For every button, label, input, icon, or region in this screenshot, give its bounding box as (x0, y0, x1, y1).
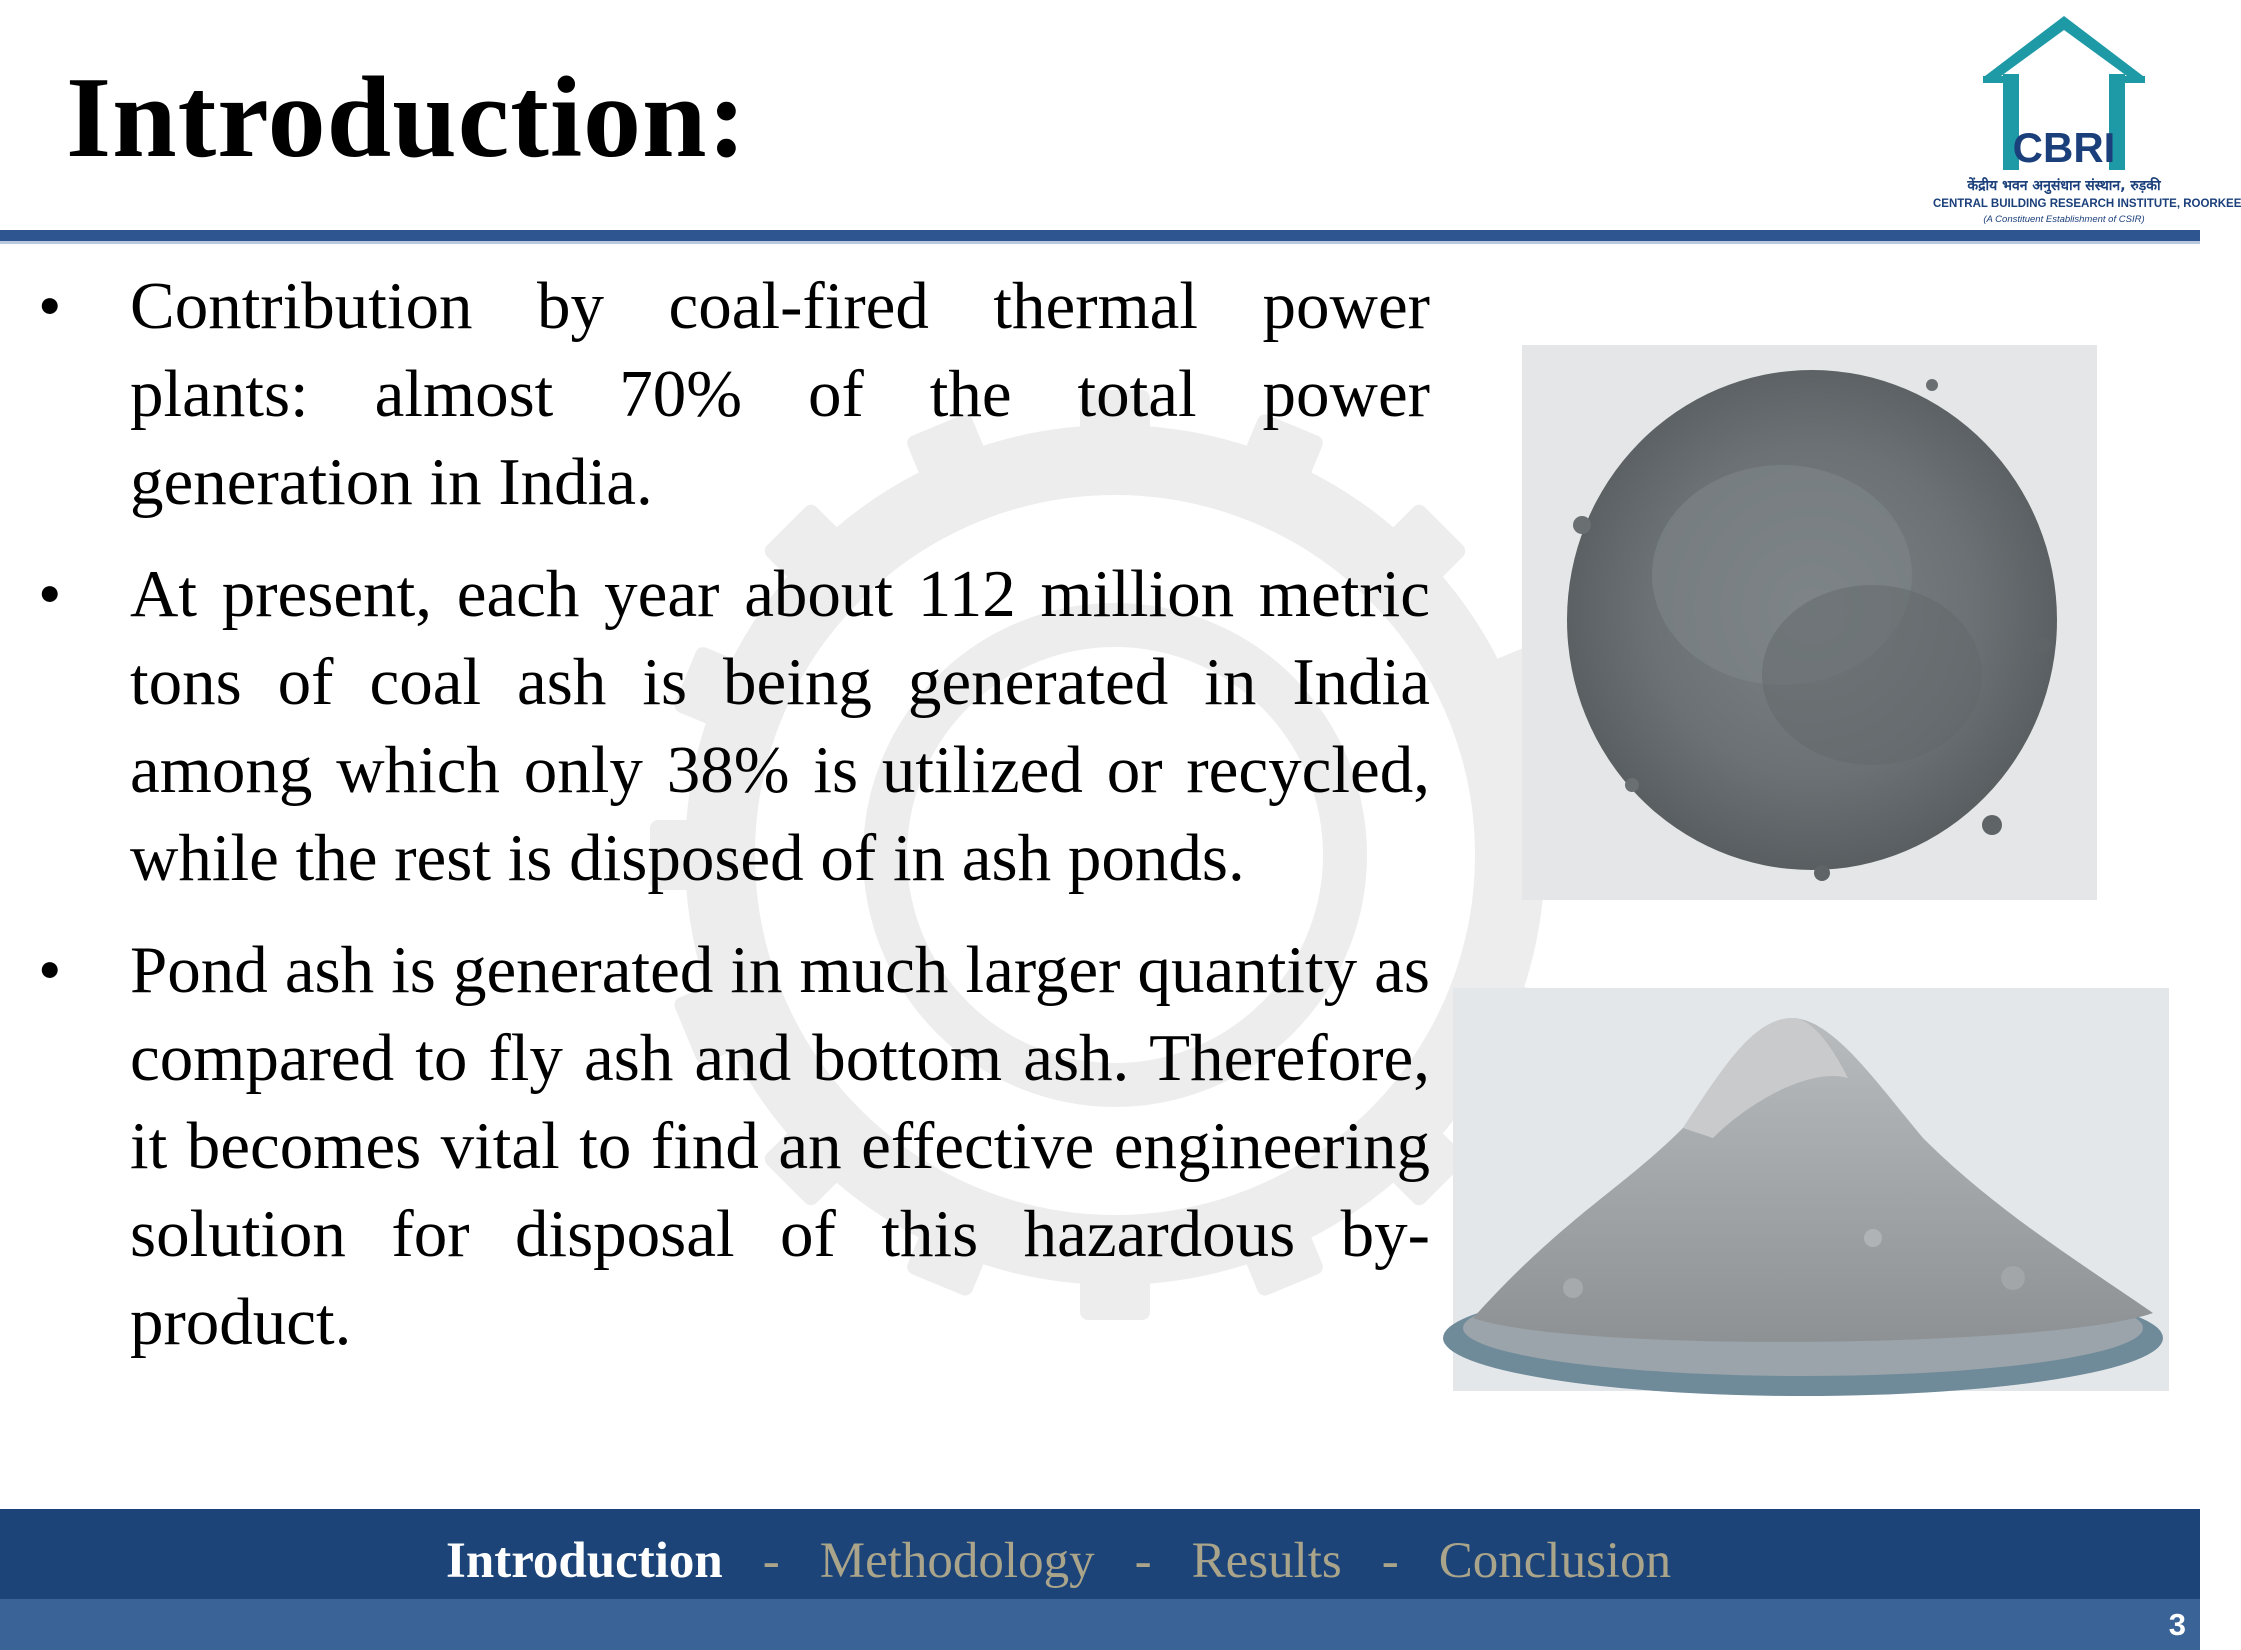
bullet-text: At present, each year about 112 million metric tons of coal ash is being generated in India among which only 38% is utilized or recycled, while the rest is disposed of in ash ponds. (130, 557, 1430, 895)
page-title: Introduction: (66, 54, 748, 182)
bullet-item (38, 262, 1430, 526)
bullet-marker: • (38, 557, 62, 631)
nav-separator: - (762, 1533, 780, 1589)
logo-subtitle: (A Constituent Establishment of CSIR) (1983, 214, 2145, 225)
section-nav (446, 1531, 1671, 1591)
footer-bar (0, 1599, 2200, 1650)
bullet-item (38, 926, 1430, 1366)
nav-separator: - (1381, 1533, 1399, 1589)
ash-pile-photo (1453, 988, 2169, 1391)
cbri-house-icon (1983, 14, 2145, 174)
ash-heap-photo (1522, 345, 2097, 900)
cbri-logo (1933, 10, 2241, 225)
nav-separator: - (1134, 1533, 1152, 1589)
nav-conclusion[interactable]: Conclusion (1438, 1533, 1672, 1589)
footer-nav-bar (0, 1509, 2200, 1599)
logo-english-name: CENTRAL BUILDING RESEARCH INSTITUTE, ROORKEE (1933, 198, 2241, 210)
bullet-item (38, 550, 1430, 902)
page-number: 3 (2168, 1607, 2186, 1642)
header-divider (0, 230, 2200, 241)
nav-introduction[interactable]: Introduction (446, 1533, 723, 1589)
bullet-marker: • (38, 269, 62, 343)
bullet-marker: • (38, 933, 62, 1007)
bullet-list (38, 262, 1430, 1390)
bullet-text: Pond ash is generated in much larger quantity as compared to fly ash and bottom ash. Therefore, it becomes vital to find an effective engineering solution for disposal of this hazardous by-product. (130, 933, 1430, 1359)
nav-methodology[interactable]: Methodology (819, 1533, 1095, 1589)
logo-hindi-name: केंद्रीय भवन अनुसंधान संस्थान, रुड़की (1967, 178, 2161, 194)
logo-acronym: CBRI (2012, 124, 2116, 171)
nav-results[interactable]: Results (1191, 1533, 1342, 1589)
header-divider-shadow (0, 241, 2200, 244)
bullet-text: Contribution by coal-fired thermal power plants: almost 70% of the total power generation in India. (130, 269, 1430, 519)
